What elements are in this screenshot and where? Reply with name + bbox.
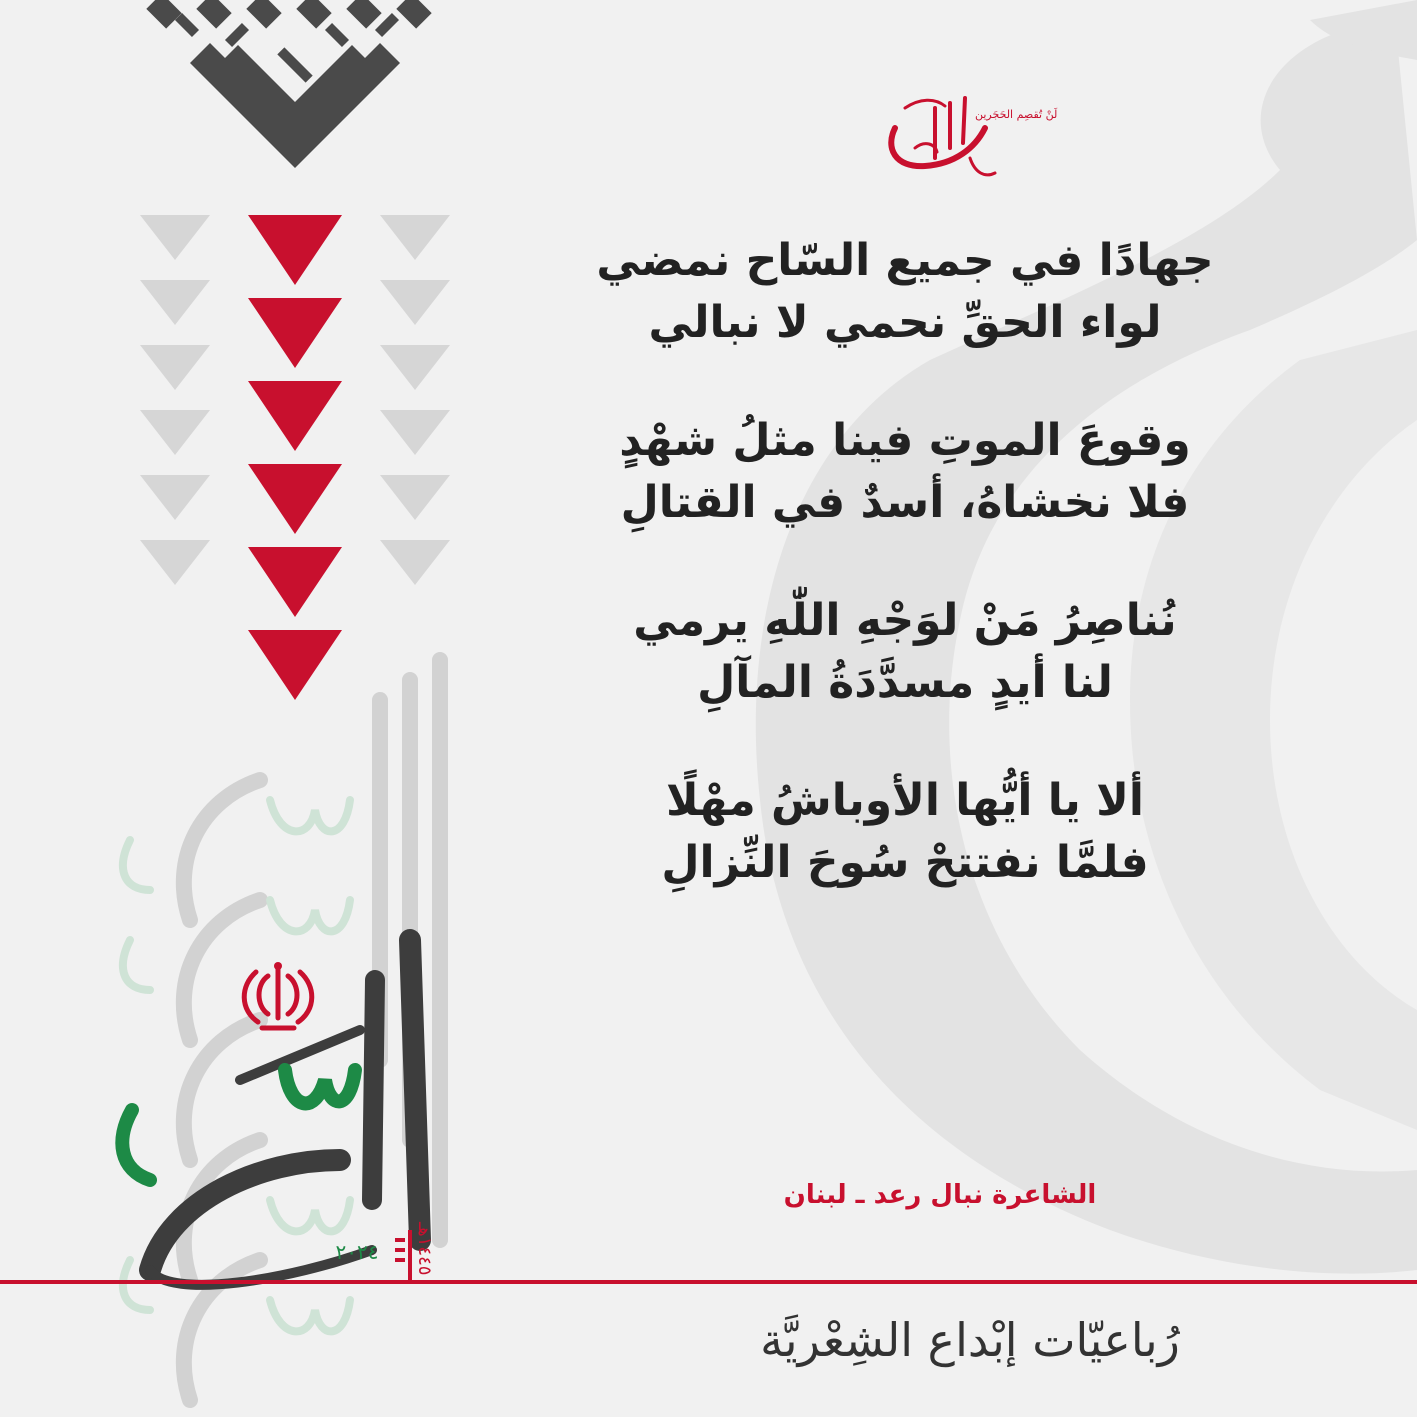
poet-credit: الشاعرة نبال رعد ـ لبنان [783,1180,1097,1210]
kufic-pattern-icon [130,0,460,170]
year-label: ٢٠٢٤ [335,1240,379,1264]
triangle-pattern [130,210,460,710]
verse-4 [560,770,1250,894]
poem-line: ألا يا أيُّها الأوباشُ مهْلًا [666,775,1144,826]
hijri-year-label: ١٤٤٥هـ [414,1221,435,1275]
poem-line: جهادًا في جميع السّاح نمضي [596,235,1214,286]
poem-line: نُناصِرُ مَنْ لوَجْهِ اللّٰهِ يرمي [633,595,1177,646]
poem-line: لنا أيدٍ مسدَّدَةُ المآلِ [697,657,1113,708]
logo-text: لَنْ تُقصِم الحَجَرين [975,108,1058,121]
poem [560,230,1250,950]
allah-word [260,1100,360,1119]
divider [0,1280,1417,1284]
footer-title: رُباعيّات إبْداع الشِعْريَّة [760,1313,1180,1367]
calligraphy-word [140,1060,440,1081]
calligraphy-logo-icon [875,88,1058,188]
poem-line: فلا نخشاهُ، أسدٌ في القتالِ [620,477,1190,528]
verse-3 [560,590,1250,714]
poem-line: فلمَّا نفتتحْ سُوحَ النِّزالِ [661,837,1149,888]
poem-line: لواء الحقِّ نحمي لا نبالي [648,297,1162,348]
poem-line: وقوعَ الموتِ فينا مثلُ شهْدٍ [619,415,1191,466]
verse-2 [560,410,1250,534]
iran-emblem-icon [238,962,318,1034]
verse-1 [560,230,1250,354]
